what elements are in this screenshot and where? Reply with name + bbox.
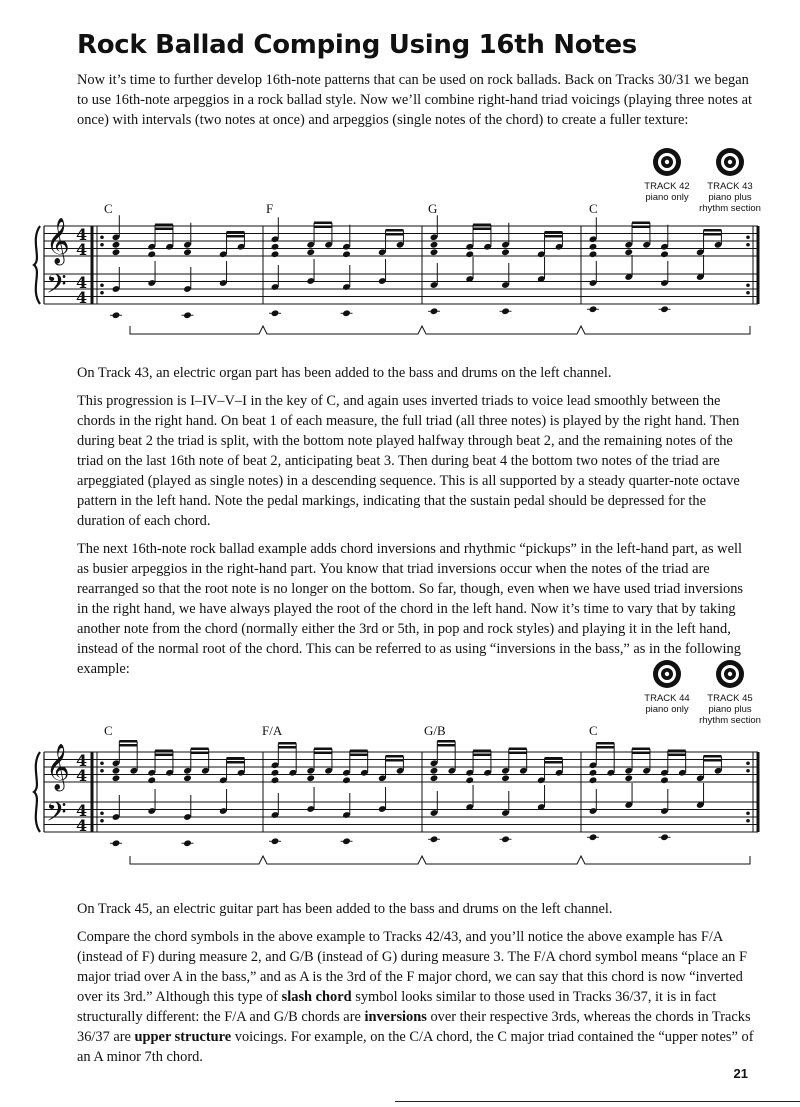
note-head bbox=[465, 776, 474, 784]
time-signature-top: 4 bbox=[76, 751, 88, 770]
chord-symbol: C bbox=[104, 723, 113, 738]
treble-clef: 𝄞 bbox=[46, 744, 70, 790]
repeat-dot bbox=[100, 769, 104, 773]
chord-symbol: C bbox=[589, 723, 598, 738]
note-head bbox=[624, 248, 633, 256]
note-head bbox=[112, 767, 121, 775]
repeat-dot bbox=[100, 243, 104, 247]
page-number: 21 bbox=[733, 1066, 748, 1081]
intro-paragraph: Now it’s time to further develop 16th-note patterns that can be used on rock ballads. Back on Tracks 30/31 we began to use 16th-note arpeggios in a rock ballad style. Now we’ll combine right-hand triad voicings (playing three notes at once) with intervals (two notes at once) and arpeggios (single notes of the chord) to create a fuller texture: bbox=[77, 72, 752, 128]
track-43-note: On Track 43, an electric organ part has been added to the bass and drums on the left channel. bbox=[77, 365, 612, 381]
time-signature-top: 4 bbox=[76, 225, 88, 244]
note-head bbox=[430, 248, 439, 256]
repeat-dot bbox=[100, 235, 104, 239]
note-head bbox=[306, 248, 315, 256]
track-45-note: On Track 45, an electric guitar part has been added to the bass and drums on the left channel. bbox=[77, 901, 613, 917]
bold-term: inversions bbox=[364, 1009, 427, 1025]
note-head bbox=[589, 250, 598, 258]
track-desc: piano plus rhythm section bbox=[699, 192, 761, 214]
brace bbox=[34, 226, 40, 304]
note-head bbox=[271, 243, 280, 251]
repeat-dot bbox=[746, 811, 750, 815]
chord-symbol: F/A bbox=[262, 723, 283, 738]
repeat-dot bbox=[746, 291, 750, 295]
track-45-badge[interactable] bbox=[695, 659, 765, 726]
note-head bbox=[183, 774, 192, 782]
note-head bbox=[624, 774, 633, 782]
time-signature-top: 4 bbox=[76, 801, 88, 820]
repeat-dot bbox=[746, 769, 750, 773]
chord-symbol: C bbox=[589, 201, 598, 216]
note-head bbox=[430, 767, 439, 775]
note-head bbox=[589, 776, 598, 784]
track-desc: piano plus rhythm section bbox=[699, 704, 761, 726]
note-head bbox=[589, 243, 598, 251]
pedal-marking bbox=[130, 856, 750, 864]
time-signature-top: 4 bbox=[76, 273, 88, 292]
note-head bbox=[501, 774, 510, 782]
brace bbox=[34, 752, 40, 832]
track-desc: piano only bbox=[645, 704, 689, 715]
repeat-dot bbox=[746, 243, 750, 247]
track-44-badge[interactable] bbox=[632, 659, 702, 715]
note-head bbox=[430, 774, 439, 782]
text-run: voicings. For example, on the C/A chord, the C major triad contained the “upper notes” of an A minor 7th chord. bbox=[77, 1029, 754, 1065]
notation-example-2 bbox=[30, 734, 770, 874]
repeat-dot bbox=[100, 811, 104, 815]
note-head bbox=[112, 248, 121, 256]
repeat-dot bbox=[100, 761, 104, 765]
cd-icon bbox=[715, 147, 745, 177]
note-head bbox=[306, 774, 315, 782]
bold-term: slash chord bbox=[281, 989, 352, 1005]
cd-icon bbox=[652, 659, 682, 689]
chord-symbol: C bbox=[104, 201, 113, 216]
note-head bbox=[271, 769, 280, 777]
time-signature-bottom: 4 bbox=[76, 288, 88, 307]
progression-paragraph: This progression is I–IV–V–I in the key of C, and again uses inverted triads to voice lead smoothly between the chords in the right hand. On beat 1 of each measure, the full triad (all three notes) is played by the right hand. Then during beat 2 the triad is split, with the bottom note played halfway through beat 2, and the remaining notes of the triad on the last 16th note of beat 2, anticipating beat 3. Then during beat 4 the bottom two notes of the triad are arpeggiated (played as single notes) in a descending sequence. This is all supported by a steady quarter-note octave pattern in the left hand. Note the pedal markings, indicating that the sustain pedal should be depressed for the duration of each chord. bbox=[77, 393, 740, 529]
bold-term: upper structure bbox=[134, 1029, 232, 1045]
bass-clef: 𝄢 bbox=[46, 796, 67, 834]
note-head bbox=[501, 248, 510, 256]
time-signature-bottom: 4 bbox=[76, 816, 88, 835]
repeat-dot bbox=[746, 235, 750, 239]
note-head bbox=[271, 776, 280, 784]
track-name: TRACK 42 bbox=[644, 181, 690, 192]
chord-symbol: G/B bbox=[424, 723, 446, 738]
note-head bbox=[660, 776, 669, 784]
text-run: over their respective 3rds, whereas the chords in Tracks 36/37 are bbox=[77, 1009, 751, 1045]
repeat-dot bbox=[100, 291, 104, 295]
note-head bbox=[147, 250, 156, 258]
repeat-dot bbox=[746, 761, 750, 765]
note-head bbox=[342, 250, 351, 258]
text-run: Compare the chord symbols in the above example to Tracks 42/43, and you’ll notice the above example has F/A (instead of F) during measure 2, and G/B (instead of G) during measure 3. The F/A chord symbol means “place an F major triad over A in the bass,” and as A is the 3rd of the F major chord, we can say that this chord is now “inverted over its 3rd.” Although this type of bbox=[77, 929, 747, 1005]
track-name: TRACK 45 bbox=[707, 693, 753, 704]
note-head bbox=[660, 250, 669, 258]
footer-rule bbox=[395, 1101, 800, 1102]
track-desc: piano only bbox=[645, 192, 689, 203]
page-title: Rock Ballad Comping Using 16th Notes bbox=[77, 30, 637, 60]
note-head bbox=[112, 774, 121, 782]
slash-chord-paragraph bbox=[77, 927, 757, 1067]
time-signature-bottom: 4 bbox=[76, 240, 88, 259]
track-name: TRACK 43 bbox=[707, 181, 753, 192]
cd-icon bbox=[652, 147, 682, 177]
chord-symbol: G bbox=[428, 201, 438, 216]
note-head bbox=[465, 250, 474, 258]
note-head bbox=[183, 248, 192, 256]
track-43-badge[interactable] bbox=[695, 147, 765, 214]
chord-symbol: F bbox=[266, 201, 274, 216]
note-head bbox=[430, 241, 439, 249]
repeat-dot bbox=[100, 283, 104, 287]
note-head bbox=[147, 776, 156, 784]
notation-example-1 bbox=[30, 212, 770, 342]
note-head bbox=[112, 241, 121, 249]
repeat-dot bbox=[100, 819, 104, 823]
repeat-dot bbox=[746, 283, 750, 287]
text-run: symbol looks similar to those used in Tracks 36/37, it is in fact structurally different: the F/A and G/B chords are bbox=[77, 989, 717, 1025]
track-42-badge[interactable] bbox=[632, 147, 702, 203]
note-head bbox=[589, 769, 598, 777]
bass-clef: 𝄢 bbox=[46, 268, 67, 306]
inversions-paragraph: The next 16th-note rock ballad example adds chord inversions and rhythmic “pickups” in the left-hand part, as well as busier arpeggios in the right-hand part. You know that triad inversions occur when the notes of the triad are rearranged so that the root note is no longer on the bottom. So far, though, even when we have used triad inversions in the right hand, we have always played the root of the chord in the left hand. Now it’s time to vary that by taking another note from the chord (normally either the 3rd or 5th, in pop and rock styles) and playing it in the left hand, instead of the normal root of the chord. This can be referred to as using “inversions in the bass,” as in the following example: bbox=[77, 541, 744, 677]
time-signature-bottom: 4 bbox=[76, 766, 88, 785]
note-head bbox=[271, 250, 280, 258]
treble-clef: 𝄞 bbox=[46, 218, 70, 264]
cd-icon bbox=[715, 659, 745, 689]
pedal-marking bbox=[130, 326, 750, 334]
repeat-dot bbox=[746, 819, 750, 823]
note-head bbox=[342, 776, 351, 784]
track-name: TRACK 44 bbox=[644, 693, 690, 704]
